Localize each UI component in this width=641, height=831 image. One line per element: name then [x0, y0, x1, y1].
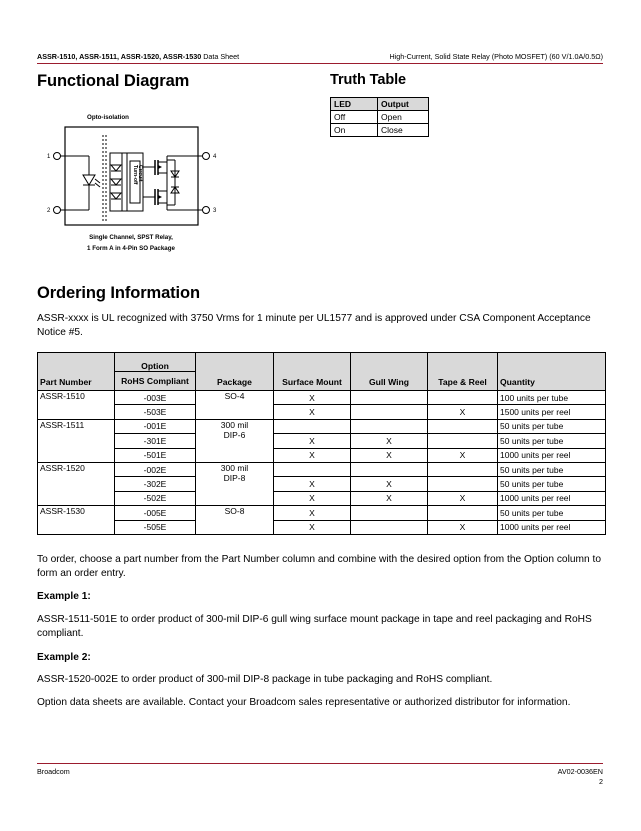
truth-cell: Close [378, 124, 429, 137]
table-row [331, 124, 429, 137]
gull-wing-cell [351, 462, 428, 476]
quantity-cell: 50 units per tube [498, 506, 606, 520]
pin-4-icon [203, 153, 210, 160]
package-line: DIP-8 [223, 472, 246, 483]
quantity-cell: 100 units per tube [498, 391, 606, 405]
table-row [38, 405, 606, 419]
part-number-cell: ASSR-1520 [38, 462, 115, 505]
truth-cell: Open [378, 111, 429, 124]
turnoff-label-1: Turn-off [132, 165, 138, 185]
tape-reel-cell [428, 506, 498, 520]
tape-reel-cell: X [428, 405, 498, 419]
quantity-cell: 50 units per tube [498, 477, 606, 491]
package-cell: SO-8 [196, 506, 274, 535]
example-1-label: Example 1: [37, 591, 91, 602]
gull-wing-cell [351, 506, 428, 520]
option-cell: -302E [115, 477, 196, 491]
tape-reel-cell: X [428, 491, 498, 505]
package-cell [196, 462, 274, 505]
header-product-desc: High-Current, Solid State Relay (Photo MOSFET) (60 V/1.0A/0.5Ω) [389, 52, 603, 61]
option-cell: -503E [115, 405, 196, 419]
led-icon [83, 175, 95, 185]
option-cell: -003E [115, 391, 196, 405]
package-line: DIP-6 [223, 429, 246, 440]
pin-2-label: 2 [47, 208, 51, 214]
table-row [38, 506, 606, 520]
truth-table-title: Truth Table [330, 72, 406, 88]
gull-wing-cell: X [351, 491, 428, 505]
option-cell: -002E [115, 462, 196, 476]
part-number-cell: ASSR-1510 [38, 391, 115, 420]
table-row [38, 491, 606, 505]
header-part-number: Part Number [38, 353, 115, 391]
surface-mount-cell: X [274, 491, 351, 505]
gull-wing-cell [351, 405, 428, 419]
tape-reel-cell [428, 477, 498, 491]
table-row [38, 520, 606, 534]
header-option: Option [115, 353, 196, 372]
header-rohs: RoHS Compliant [115, 372, 196, 391]
footer-doc-id: AV02-0036EN [557, 767, 603, 776]
surface-mount-cell: X [274, 477, 351, 491]
ordering-table [37, 352, 606, 535]
gull-wing-cell [351, 391, 428, 405]
pin-4-label: 4 [213, 154, 217, 160]
option-cell: -502E [115, 491, 196, 505]
truth-cell: Off [331, 111, 378, 124]
quantity-cell: 50 units per tube [498, 419, 606, 433]
table-row [331, 111, 429, 124]
header-doc-title [37, 52, 239, 61]
quantity-cell: 1000 units per reel [498, 448, 606, 462]
diagram-caption-line2: 1 Form A in 4-Pin SO Package [87, 245, 175, 252]
header-quantity: Quantity [498, 353, 606, 391]
closing-note: Option data sheets are available. Contact your Broadcom sales representative or authorized distributor for information. [37, 697, 571, 708]
package-line: 300 mil [220, 462, 249, 473]
header-gull-wing: Gull Wing [351, 353, 428, 391]
gull-wing-cell [351, 419, 428, 433]
diagram-caption-line1: Single Channel, SPST Relay, [89, 234, 173, 241]
truth-header-output: Output [378, 98, 429, 111]
tape-reel-cell: X [428, 448, 498, 462]
header-part-list: ASSR-1510, ASSR-1511, ASSR-1520, ASSR-1530 [37, 52, 202, 61]
quantity-cell: 1000 units per reel [498, 520, 606, 534]
header-surface-mount: Surface Mount [274, 353, 351, 391]
option-cell: -001E [115, 419, 196, 433]
quantity-cell: 1000 units per reel [498, 491, 606, 505]
tape-reel-cell [428, 462, 498, 476]
truth-table [330, 97, 429, 137]
photodiode-icon [111, 165, 121, 171]
pin-3-icon [203, 207, 210, 214]
table-row [38, 391, 606, 405]
truth-cell: On [331, 124, 378, 137]
surface-mount-cell: X [274, 405, 351, 419]
order-instructions: To order, choose a part number from the Part Number column and combine with the desired option from the Option column to form an order entry. [37, 554, 601, 579]
surface-mount-cell: X [274, 520, 351, 534]
functional-diagram-title: Functional Diagram [37, 72, 190, 90]
ordering-info-title: Ordering Information [37, 284, 201, 302]
header-rule [37, 63, 603, 64]
surface-mount-cell: X [274, 506, 351, 520]
part-number-cell: ASSR-1511 [38, 419, 115, 462]
option-cell: -301E [115, 434, 196, 448]
tape-reel-cell [428, 434, 498, 448]
tape-reel-cell [428, 419, 498, 433]
option-cell: -005E [115, 506, 196, 520]
quantity-cell: 50 units per tube [498, 462, 606, 476]
turnoff-label-2: Circuit [137, 165, 143, 182]
surface-mount-cell: X [274, 448, 351, 462]
package-cell: SO-4 [196, 391, 274, 420]
table-row [38, 477, 606, 491]
truth-header-led: LED [331, 98, 378, 111]
table-row [38, 434, 606, 448]
opto-isolation-label: Opto-isolation [87, 114, 129, 121]
pin-3-label: 3 [213, 208, 217, 214]
option-cell: -505E [115, 520, 196, 534]
header-tape-reel: Tape & Reel [428, 353, 498, 391]
surface-mount-cell [274, 462, 351, 476]
pin-1-label: 1 [47, 154, 51, 160]
footer-doc-info [558, 767, 603, 787]
header-package: Package [196, 353, 274, 391]
gull-wing-cell: X [351, 477, 428, 491]
quantity-cell: 50 units per tube [498, 434, 606, 448]
gull-wing-cell: X [351, 434, 428, 448]
footer-page-number: 2 [599, 777, 603, 786]
option-cell: -501E [115, 448, 196, 462]
example-1-text: ASSR-1511-501E to order product of 300-mil DIP-6 gull wing surface mount package in tape and reel packaging and RoHS compliant. [37, 614, 592, 639]
quantity-cell: 1500 units per reel [498, 405, 606, 419]
example-2-label: Example 2: [37, 652, 91, 663]
footer-company: Broadcom [37, 767, 70, 776]
example-2-text: ASSR-1520-002E to order product of 300-mil DIP-8 package in tube packaging and RoHS compliant. [37, 674, 493, 685]
tape-reel-cell [428, 391, 498, 405]
tape-reel-cell: X [428, 520, 498, 534]
gull-wing-cell [351, 520, 428, 534]
surface-mount-cell: X [274, 434, 351, 448]
table-row [38, 419, 606, 433]
ordering-intro: ASSR-xxxx is UL recognized with 3750 Vrms for 1 minute per UL1577 and is approved under CSA Component Acceptance Notice #5. [37, 313, 591, 338]
gull-wing-cell: X [351, 448, 428, 462]
footer-rule [37, 763, 603, 764]
part-number-cell: ASSR-1530 [38, 506, 115, 535]
pin-2-icon [54, 207, 61, 214]
pin-1-icon [54, 153, 61, 160]
table-row [38, 462, 606, 476]
surface-mount-cell: X [274, 391, 351, 405]
package-line: 300 mil [220, 419, 249, 430]
header-doc-type: Data Sheet [203, 52, 240, 61]
package-cell [196, 419, 274, 462]
surface-mount-cell [274, 419, 351, 433]
table-row [38, 448, 606, 462]
